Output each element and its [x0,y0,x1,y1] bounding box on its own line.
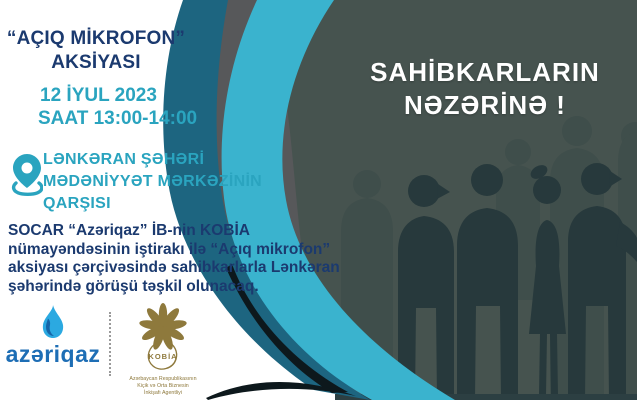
event-title-line2: AKSİYASI [51,52,141,73]
event-time: SAAT 13:00-14:00 [38,108,198,129]
description-line2: nümayəndəsinin iştirakı ilə “Açıq mikrofon” [8,240,331,258]
event-description [8,222,348,296]
kobia-flower-icon [139,303,188,351]
description-line1: SOCAR “Azəriqaz” İB-nin KOBİA [8,222,250,239]
attention-headline-line2: NƏZƏRİNƏ ! [404,90,566,120]
azeriqaz-logo-label: azəriqaz [5,341,101,367]
event-title [0,27,192,75]
attention-headline [345,56,625,122]
event-location [43,149,262,215]
event-date: 12 İYUL 2023 [40,85,157,106]
location-line3: QARŞISI [43,195,111,212]
azeriqaz-logo [5,305,101,368]
location-line1: LƏNKƏRAN ŞƏHƏRİ [43,151,205,168]
description-line4: şəhərində görüşü təşkil olunacaq. [8,277,259,295]
event-title-line1: “AÇIQ MİKROFON” [6,28,186,49]
location-line2: MƏDƏNİYYƏT MƏRKƏZİNİN [43,173,263,190]
kobia-subtitle-line2: Kiçik və Orta Biznesin [137,383,189,389]
logo-divider [109,312,111,376]
attention-headline-line1: SAHİBKARLARIN [370,57,600,87]
azeriqaz-flame-icon [41,305,65,339]
location-pin-icon [11,153,43,197]
description-line3: aksiyası çərçivəsində sahibkarlarla Lənkəran [8,259,340,276]
kobia-logo-label: KOBİA [148,352,178,361]
kobia-subtitle-line3: İnkişafı Agentliyi [144,390,182,395]
kobia-subtitle [129,376,196,395]
kobia-subtitle-line1: Azərbaycan Respublikasının [129,376,197,382]
kobia-logo [122,299,204,395]
